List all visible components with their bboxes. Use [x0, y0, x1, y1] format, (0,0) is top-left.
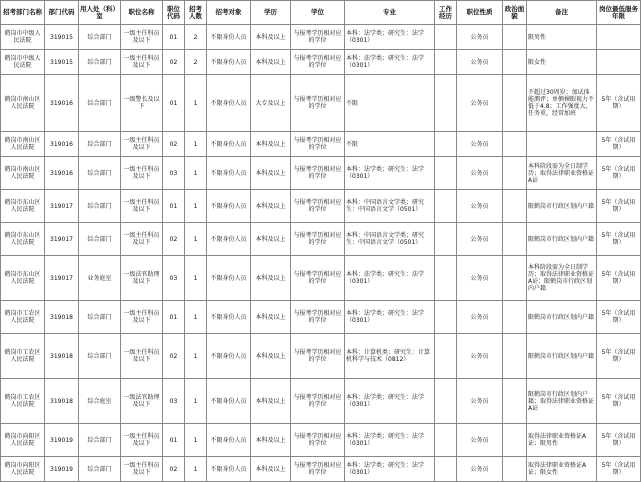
table-cell: 319019: [45, 424, 79, 457]
table-cell: 鹤岗市南山区人民法院: [1, 132, 45, 157]
header-cell: 招考人数: [185, 1, 207, 25]
table-cell: 5年（含试用期）: [597, 190, 641, 223]
table-cell: 一级主任科员及以下: [121, 301, 163, 334]
table-cell: [435, 190, 457, 223]
table-cell: 本科阶段需为全日制学历；取得法律职业资格证A证: [527, 157, 597, 190]
table-row: [1, 25, 641, 50]
table-cell: 与报考学历相对应的学位: [291, 50, 345, 75]
table-cell: 5年（含试用期）: [597, 301, 641, 334]
table-cell: 本科及以上: [251, 50, 291, 75]
table-cell: 03: [163, 256, 185, 301]
table-cell: 1: [185, 424, 207, 457]
table-cell: 综合部门: [79, 424, 121, 457]
table-cell: 一级主任科员及以下: [121, 457, 163, 482]
table-cell: 1: [185, 223, 207, 256]
header-cell: 备注: [527, 1, 597, 25]
table-cell: 5年（含试用期）: [597, 223, 641, 256]
table-cell: 不限身份人员: [207, 334, 251, 379]
table-cell: 1: [185, 379, 207, 424]
table-cell: [503, 132, 527, 157]
table-cell: [503, 301, 527, 334]
table-cell: 1: [185, 75, 207, 132]
table-cell: 不限身份人员: [207, 256, 251, 301]
table-cell: 公务员: [457, 379, 503, 424]
table-cell: 一级主任科员及以下: [121, 424, 163, 457]
table-cell: 319016: [45, 132, 79, 157]
table-cell: 一级主任科员及以下: [121, 50, 163, 75]
table-cell: 取得法律职业资格证A证；限女性: [527, 457, 597, 482]
table-cell: 1: [185, 334, 207, 379]
table-cell: [503, 223, 527, 256]
table-cell: 5年（含试用期）: [597, 379, 641, 424]
header-cell: 工作经历: [435, 1, 457, 25]
table-cell: 综合部门: [79, 223, 121, 256]
table-cell: 限鹤岗市行政区划内户籍；取得法律职业资格证A证: [527, 379, 597, 424]
table-cell: 限鹤岗市行政区划内户籍: [527, 190, 597, 223]
table-cell: 限鹤岗市行政区划内户籍: [527, 223, 597, 256]
table-cell: 与报考学历相对应的学位: [291, 75, 345, 132]
table-cell: 综合部门: [79, 157, 121, 190]
header-cell: 专业: [345, 1, 435, 25]
header-cell: 招考部门名称: [1, 1, 45, 25]
table-cell: 不超过30周岁；加试体能测评；单侧裸眼视力不低于4.8；工作强度大、任务重，经常加班: [527, 75, 597, 132]
table-cell: 鹤岗市南山区人民法院: [1, 157, 45, 190]
table-cell: 1: [185, 132, 207, 157]
table-cell: [597, 25, 641, 50]
header-cell: 招考对象: [207, 1, 251, 25]
table-row: [1, 334, 641, 379]
table-cell: 本科及以上: [251, 457, 291, 482]
table-cell: 不限身份人员: [207, 50, 251, 75]
table-cell: [503, 190, 527, 223]
table-cell: 公务员: [457, 223, 503, 256]
table-cell: [435, 132, 457, 157]
table-cell: 不限身份人员: [207, 25, 251, 50]
table-cell: 限鹤岗市行政区划内户籍: [527, 334, 597, 379]
table-cell: 本科及以上: [251, 379, 291, 424]
table-cell: 综合部门: [79, 301, 121, 334]
table-cell: [503, 334, 527, 379]
table-cell: 与报考学历相对应的学位: [291, 223, 345, 256]
header-cell: 职位性质: [457, 1, 503, 25]
table-cell: 本科：法学类；研究生：法学（0301）: [345, 50, 435, 75]
table-row: [1, 132, 641, 157]
table-row: [1, 424, 641, 457]
table-cell: 01: [163, 301, 185, 334]
table-cell: 公务员: [457, 256, 503, 301]
table-cell: [503, 424, 527, 457]
table-cell: 综合部门: [79, 132, 121, 157]
table-cell: 319018: [45, 301, 79, 334]
table-cell: 01: [163, 424, 185, 457]
table-cell: 本科：计算机类；研究生：计算机科学与技术（0812）: [345, 334, 435, 379]
table-cell: [435, 301, 457, 334]
table-cell: 取得法律职业资格证A证；限男性: [527, 424, 597, 457]
table-cell: 本科及以上: [251, 190, 291, 223]
table-cell: 一级主任科员及以下: [121, 157, 163, 190]
table-cell: 5年（含试用期）: [597, 75, 641, 132]
table-cell: 本科：法学类；研究生：法学（0301）: [345, 379, 435, 424]
table-cell: 公务员: [457, 334, 503, 379]
table-cell: 本科：中国语言文学类；研究生：中国语言文学（0501）: [345, 223, 435, 256]
table-cell: 01: [163, 25, 185, 50]
table-cell: 不限身份人员: [207, 75, 251, 132]
table-cell: 与报考学历相对应的学位: [291, 301, 345, 334]
table-row: [1, 457, 641, 482]
table-cell: 本科：法学类；研究生：法学（0301）: [345, 25, 435, 50]
header-cell: 职位代码: [163, 1, 185, 25]
table-cell: 本科：法学类；研究生：法学（0301）: [345, 256, 435, 301]
table-row: [1, 75, 641, 132]
table-row: [1, 301, 641, 334]
table-cell: 综合部门: [79, 50, 121, 75]
table-cell: [435, 379, 457, 424]
table-cell: [435, 334, 457, 379]
table-cell: 本科及以上: [251, 157, 291, 190]
table-cell: 鹤岗市工农区人民法院: [1, 334, 45, 379]
table-cell: 1: [185, 256, 207, 301]
table-cell: 一级主任科员及以下: [121, 190, 163, 223]
table-cell: 本科及以上: [251, 424, 291, 457]
table-cell: 1: [185, 457, 207, 482]
table-cell: 02: [163, 457, 185, 482]
table-cell: 02: [163, 334, 185, 379]
table-cell: [503, 157, 527, 190]
table-row: [1, 157, 641, 190]
table-cell: 一级法官助理及以下: [121, 256, 163, 301]
table-cell: 01: [163, 190, 185, 223]
table-cell: 公务员: [457, 75, 503, 132]
table-cell: 319015: [45, 25, 79, 50]
table-cell: 与报考学历相对应的学位: [291, 457, 345, 482]
table-cell: 5年（含试用期）: [597, 157, 641, 190]
table-cell: 不限身份人员: [207, 457, 251, 482]
table-cell: [503, 50, 527, 75]
table-cell: 本科及以上: [251, 132, 291, 157]
table-cell: 不限: [345, 75, 435, 132]
table-cell: [503, 379, 527, 424]
table-cell: 不限身份人员: [207, 190, 251, 223]
table-cell: 业务庭室: [79, 256, 121, 301]
table-cell: [597, 50, 641, 75]
header-cell: 岗位最低服务年限: [597, 1, 641, 25]
table-cell: 本科：中国语言文学类；研究生：中国语言文学（0501）: [345, 190, 435, 223]
table-cell: 不限身份人员: [207, 132, 251, 157]
table-cell: [435, 223, 457, 256]
table-cell: 319019: [45, 457, 79, 482]
table-cell: 1: [185, 157, 207, 190]
header-cell: 用人处（科）室: [79, 1, 121, 25]
table-cell: 一级主任科员及以下: [121, 334, 163, 379]
table-cell: 本科：法学类；研究生：法学（0301）: [345, 457, 435, 482]
table-row: [1, 223, 641, 256]
table-cell: 不限身份人员: [207, 223, 251, 256]
table-cell: 本科及以上: [251, 256, 291, 301]
table-cell: 02: [163, 223, 185, 256]
header-cell: 职位名称: [121, 1, 163, 25]
table-cell: [435, 457, 457, 482]
table-cell: 319018: [45, 379, 79, 424]
table-cell: 鹤岗市向阳区人民法院: [1, 424, 45, 457]
table-cell: 公务员: [457, 301, 503, 334]
table-cell: 1: [185, 301, 207, 334]
table-cell: 本科阶段需为全日制学历；取得法律职业资格证A证；限鹤岗市行政区划内户籍: [527, 256, 597, 301]
table-cell: 5年（含试用期）: [597, 256, 641, 301]
table-cell: [435, 424, 457, 457]
table-cell: 鹤岗市工农区人民法院: [1, 379, 45, 424]
table-cell: 319017: [45, 256, 79, 301]
table-cell: 本科：法学类；研究生：法学（0301）: [345, 301, 435, 334]
header-cell: 学位: [291, 1, 345, 25]
table-cell: 与报考学历相对应的学位: [291, 379, 345, 424]
table-cell: [503, 457, 527, 482]
table-cell: 5年（含试用期）: [597, 132, 641, 157]
table-row: [1, 379, 641, 424]
table-cell: 不限身份人员: [207, 301, 251, 334]
table-cell: 综合部门: [79, 334, 121, 379]
table-cell: 5年（含试用期）: [597, 424, 641, 457]
table-cell: 鹤岗市东山区人民法院: [1, 223, 45, 256]
table-cell: 公务员: [457, 50, 503, 75]
table-cell: 鹤岗市南山区人民法院: [1, 75, 45, 132]
table-cell: 不限身份人员: [207, 379, 251, 424]
table-cell: 本科：法学类；研究生：法学（0301）: [345, 424, 435, 457]
table-cell: 02: [163, 132, 185, 157]
table-cell: 与报考学历相对应的学位: [291, 190, 345, 223]
table-cell: 2: [185, 25, 207, 50]
table-cell: [503, 256, 527, 301]
table-cell: 319017: [45, 223, 79, 256]
table-cell: 不限: [345, 132, 435, 157]
table-cell: [527, 132, 597, 157]
table-cell: 5年（含试用期）: [597, 334, 641, 379]
table-cell: 2: [185, 50, 207, 75]
table-cell: 综合部门: [79, 190, 121, 223]
table-cell: 综合部门: [79, 457, 121, 482]
table-cell: 一级主任科员及以下: [121, 223, 163, 256]
table-cell: [503, 75, 527, 132]
header-cell: 部门代码: [45, 1, 79, 25]
table-cell: 鹤岗市工农区人民法院: [1, 301, 45, 334]
table-cell: 限男性: [527, 25, 597, 50]
table-cell: 03: [163, 379, 185, 424]
table-cell: 一级警长及以下: [121, 75, 163, 132]
header-row: [1, 1, 641, 25]
table-cell: 本科及以上: [251, 301, 291, 334]
table-cell: 与报考学历相对应的学位: [291, 424, 345, 457]
table-cell: 与报考学历相对应的学位: [291, 256, 345, 301]
table-cell: 限女性: [527, 50, 597, 75]
table-cell: 公务员: [457, 25, 503, 50]
table-cell: 与报考学历相对应的学位: [291, 132, 345, 157]
table-row: [1, 190, 641, 223]
table-cell: 公务员: [457, 457, 503, 482]
table-cell: 大专及以上: [251, 75, 291, 132]
table-cell: 319018: [45, 334, 79, 379]
table-cell: [435, 50, 457, 75]
table-cell: 319016: [45, 75, 79, 132]
table-cell: 不限身份人员: [207, 157, 251, 190]
table-cell: 鹤岗市东山区人民法院: [1, 190, 45, 223]
table-cell: 01: [163, 75, 185, 132]
table-cell: 本科及以上: [251, 223, 291, 256]
table-cell: [435, 256, 457, 301]
table-cell: 本科：法学类；研究生：法学（0301）: [345, 157, 435, 190]
table-cell: 319016: [45, 157, 79, 190]
table-row: [1, 256, 641, 301]
header-cell: 学历: [251, 1, 291, 25]
table-cell: 03: [163, 157, 185, 190]
table-cell: 与报考学历相对应的学位: [291, 157, 345, 190]
table-cell: 5年（含试用期）: [597, 457, 641, 482]
table-cell: 限鹤岗市行政区划内户籍: [527, 301, 597, 334]
table-cell: 鹤岗市东山区人民法院: [1, 256, 45, 301]
table-cell: 鹤岗市向阳区人民法院: [1, 457, 45, 482]
table-cell: 与报考学历相对应的学位: [291, 25, 345, 50]
header-cell: 政治面貌: [503, 1, 527, 25]
table-row: [1, 50, 641, 75]
table-cell: 02: [163, 50, 185, 75]
table-cell: 公务员: [457, 132, 503, 157]
table-cell: 综合部门: [79, 25, 121, 50]
table-cell: 一级主任科员及以下: [121, 132, 163, 157]
table-cell: [435, 157, 457, 190]
table-cell: 综合部门: [79, 75, 121, 132]
table-cell: 不限身份人员: [207, 424, 251, 457]
table-cell: [435, 75, 457, 132]
table-cell: [503, 25, 527, 50]
table-cell: 1: [185, 190, 207, 223]
table-cell: 一级主任科员及以下: [121, 25, 163, 50]
table-cell: 本科及以上: [251, 334, 291, 379]
table-cell: 319015: [45, 50, 79, 75]
table-cell: 鹤岗市中级人民法院: [1, 50, 45, 75]
table-cell: 与报考学历相对应的学位: [291, 334, 345, 379]
table-cell: 综合庭室: [79, 379, 121, 424]
table-cell: [435, 25, 457, 50]
table-cell: 公务员: [457, 424, 503, 457]
table-cell: 本科及以上: [251, 25, 291, 50]
table-cell: 鹤岗市中级人民法院: [1, 25, 45, 50]
table-cell: 319017: [45, 190, 79, 223]
table-cell: 公务员: [457, 190, 503, 223]
table-cell: 一级法官助理及以下: [121, 379, 163, 424]
table-cell: 公务员: [457, 157, 503, 190]
